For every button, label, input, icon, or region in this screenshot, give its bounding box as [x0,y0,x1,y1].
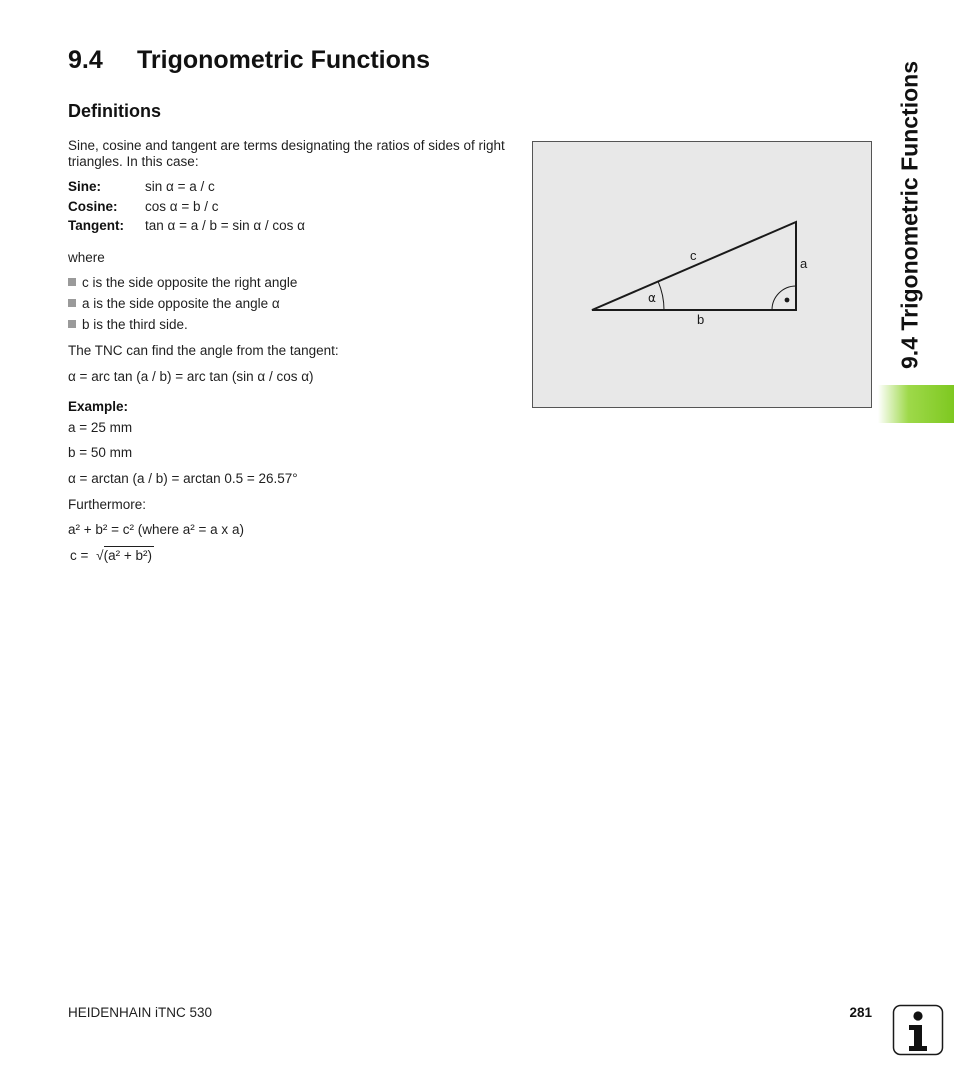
furthermore-label: Furthermore: [68,497,147,512]
example-line: b = 50 mm [68,445,133,460]
section-title [68,46,430,75]
info-icon [892,1004,944,1056]
bullet-square-icon [68,320,76,328]
definition-formula: tan α = a / b = sin α / cos α [145,218,305,233]
bullet-square-icon [68,299,76,307]
bullet-text: b is the third side. [82,317,188,332]
section-number: 9.4 [68,46,103,74]
sqrt-radicand: (a² + b²) [103,548,152,563]
label-alpha: α [648,291,656,305]
definition-formula: sin α = a / c [145,179,215,194]
radical-sign-icon: √ [96,548,104,563]
chapter-side-label [880,40,940,390]
footer-product: HEIDENHAIN iTNC 530 [68,1005,213,1020]
alpha-arc [658,282,664,311]
right-angle-arc [772,286,796,310]
label-c: c [690,248,697,263]
definition-label: Tangent: [68,218,124,233]
intro-paragraph: Sine, cosine and tangent are terms designating the ratios of sides of right triangles. In this case: [68,138,505,169]
example-line: α = arctan (a / b) = arctan 0.5 = 26.57° [68,471,298,486]
info-icon-graphic [892,1004,944,1056]
page-number: 281 [849,1005,872,1020]
chapter-side-text: 9.4 Trigonometric Functions [896,61,923,369]
example-line: a = 25 mm [68,420,133,435]
tangent-formula: α = arc tan (a / b) = arc tan (sin α / cos α) [68,369,314,384]
label-b: b [697,312,705,327]
section-title-text: Trigonometric Functions [137,46,431,74]
subsection-title: Definitions [68,101,161,121]
triangle-diagram [533,142,871,407]
definition-label: Cosine: [68,199,118,214]
definition-tangent [68,218,305,233]
definition-sine [68,179,215,194]
triangle-outline [592,222,796,310]
example-heading: Example: [68,399,129,414]
right-angle-dot [785,298,790,303]
triangle-figure [532,141,872,408]
definition-cosine [68,199,218,214]
list-item [68,296,280,311]
bullet-square-icon [68,278,76,286]
bullet-text: a is the side opposite the angle α [82,296,280,311]
list-item [68,317,188,332]
definition-label: Sine: [68,179,102,194]
tangent-note: The TNC can find the angle from the tangent: [68,343,339,358]
pythagoras-formula: a² + b² = c² (where a² = a x a) [68,522,244,537]
where-label: where [68,250,105,265]
definition-formula: cos α = b / c [145,199,219,214]
chapter-tab [878,385,954,423]
sqrt-formula [70,548,154,563]
bullet-text: c is the side opposite the right angle [82,275,298,290]
sqrt-lhs: c = [70,548,89,563]
label-a: a [800,256,808,271]
list-item [68,275,297,290]
